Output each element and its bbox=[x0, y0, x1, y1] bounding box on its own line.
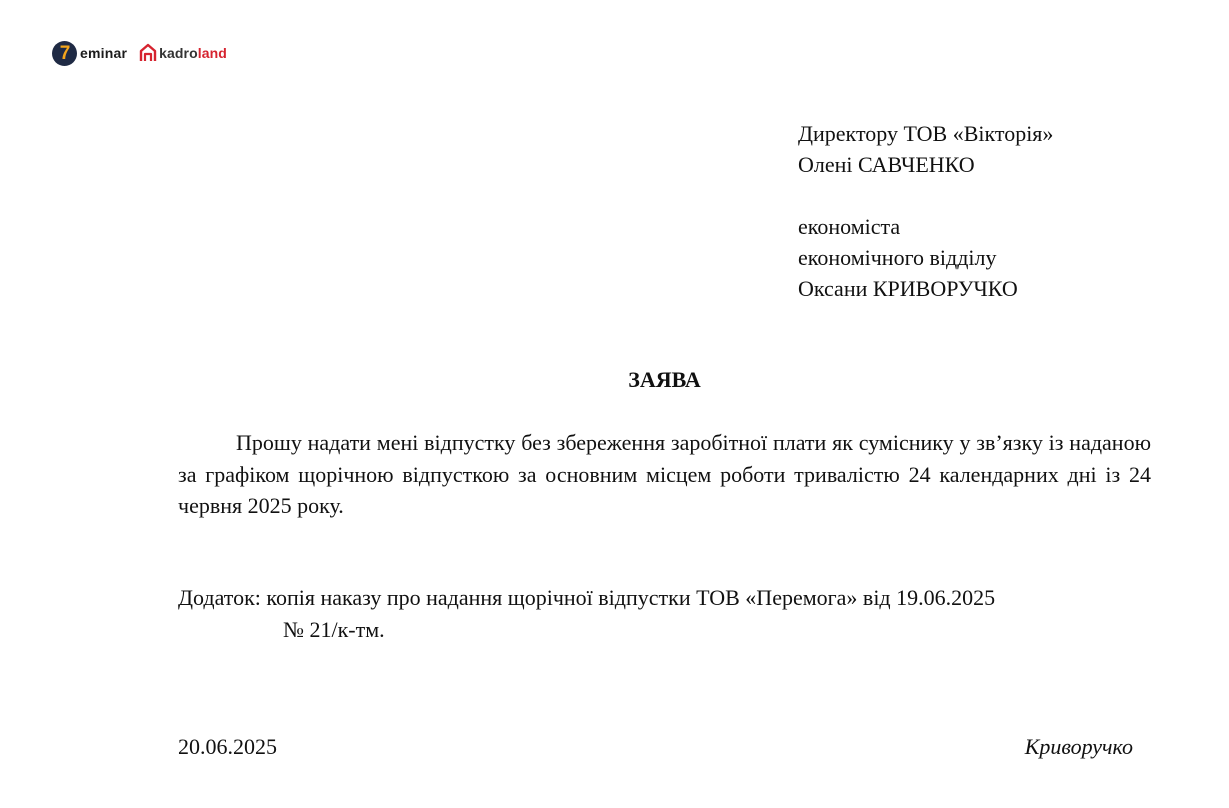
kadroland-logo-text bbox=[159, 46, 227, 60]
addressee-director-line: Директору ТОВ «Вікторія» bbox=[798, 121, 1054, 146]
appendix-line-2: № 21/к-тм. bbox=[283, 616, 385, 642]
kadroland-logo bbox=[139, 43, 227, 63]
signature: Криворучко bbox=[1024, 734, 1133, 759]
seminar-logo-digit: 7 bbox=[59, 43, 71, 64]
addressee-spacer bbox=[798, 180, 1053, 211]
seminar-badge-icon bbox=[52, 41, 77, 66]
appendix-block bbox=[178, 582, 995, 645]
seminar-logo-text: eminar bbox=[80, 45, 128, 61]
application-body: Прошу надати мені відпустку без збереження заробітної плати як суміснику у зв’язку із наданою за графіком щорічною відпусткою за основним місцем роботи тривалістю 24 календарних дні із 24 червня 2025 року. bbox=[178, 430, 1151, 518]
kadroland-logo-text-part2: land bbox=[197, 45, 227, 61]
addressee-block bbox=[798, 118, 1053, 304]
kadroland-logo-text-part1: kadro bbox=[159, 45, 198, 61]
header-logos bbox=[52, 40, 227, 66]
document-title: ЗАЯВА bbox=[628, 367, 701, 392]
kadroland-house-icon bbox=[139, 43, 157, 63]
applicant-position: економіста bbox=[798, 214, 901, 239]
applicant-name: Оксани КРИВОРУЧКО bbox=[798, 276, 1018, 301]
seminar-logo bbox=[52, 41, 127, 66]
document-date: 20.06.2025 bbox=[178, 734, 277, 759]
applicant-department: економічного відділу bbox=[798, 245, 997, 270]
appendix-line-1: Додаток: копія наказу про надання щорічної відпустки ТОВ «Перемога» від 19.06.2025 bbox=[178, 585, 996, 610]
document-title-row bbox=[0, 367, 1229, 393]
addressee-director-name: Олені САВЧЕНКО bbox=[798, 152, 975, 177]
